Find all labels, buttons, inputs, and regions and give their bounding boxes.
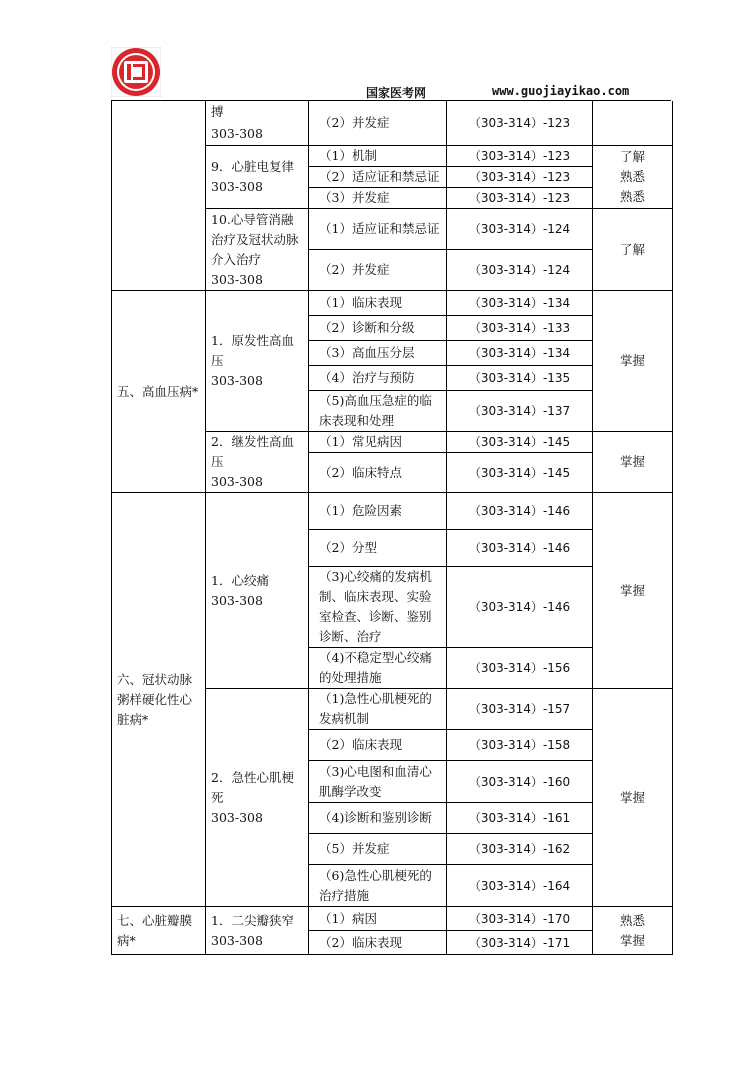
requirement-cell: 掌握 <box>593 432 673 493</box>
item-cell: （3)心电图和血清心肌酶学改变 <box>309 761 447 803</box>
page-cell: （303-314）-123 <box>447 188 593 209</box>
unit-cell: 1．原发性高血压 303-308 <box>206 291 309 432</box>
item-cell: （1)急性心肌梗死的发病机制 <box>309 689 447 730</box>
requirement-cell: 掌握 <box>593 493 673 689</box>
unit-cell: 1．二尖瓣狭窄 303-308 <box>206 907 309 955</box>
page-cell: （303-314）-162 <box>447 834 593 865</box>
page-cell: （303-314）-156 <box>447 648 593 689</box>
item-cell: （6)急性心肌梗死的治疗措施 <box>309 865 447 907</box>
logo-icon <box>111 47 161 97</box>
item-cell: （1）机制 <box>309 146 447 167</box>
page-cell: （303-314）-157 <box>447 689 593 730</box>
item-cell: （2）临床表现 <box>309 931 447 955</box>
chapter-cell: 七、心脏瓣膜病* <box>112 907 206 955</box>
syllabus-table <box>111 101 673 955</box>
table-row <box>112 291 673 316</box>
page-cell: （303-314）-123 <box>447 146 593 167</box>
item-cell: （3）并发症 <box>309 188 447 209</box>
item-cell: （2）并发症 <box>309 101 447 146</box>
item-cell: （4)诊断和鉴别诊断 <box>309 803 447 834</box>
page-cell: （303-314）-134 <box>447 341 593 366</box>
item-cell: （1）病因 <box>309 907 447 931</box>
page-cell: （303-314）-123 <box>447 167 593 188</box>
table-row <box>112 493 673 530</box>
item-cell: （1）适应证和禁忌证 <box>309 209 447 250</box>
item-cell: （2）并发症 <box>309 250 447 291</box>
item-cell: （4)不稳定型心绞痛的处理措施 <box>309 648 447 689</box>
requirement-cell: 掌握 <box>593 291 673 432</box>
chapter-cell: 六、冠状动脉粥样硬化性心脏病* <box>112 493 206 907</box>
page-cell: （303-314）-146 <box>447 493 593 530</box>
item-cell: （1）危险因素 <box>309 493 447 530</box>
item-cell: （2）临床特点 <box>309 453 447 493</box>
item-cell: （2）适应证和禁忌证 <box>309 167 447 188</box>
page-cell: （303-314）-145 <box>447 432 593 453</box>
page-cell: （303-314）-133 <box>447 316 593 341</box>
page-cell: （303-314）-134 <box>447 291 593 316</box>
unit-cell: 10.心导管消融治疗及冠状动脉介入治疗 303-308 <box>206 209 309 291</box>
unit-cell: 搏 303-308 <box>206 101 309 146</box>
page-cell: （303-314）-161 <box>447 803 593 834</box>
page-cell: （303-314）-137 <box>447 391 593 432</box>
item-cell: （1）常见病因 <box>309 432 447 453</box>
chapter-cell: 五、高血压病* <box>112 291 206 493</box>
item-cell: （5）并发症 <box>309 834 447 865</box>
page-cell: （303-314）-171 <box>447 931 593 955</box>
page-cell: （303-314）-124 <box>447 209 593 250</box>
unit-cell: 2．继发性高血压 303-308 <box>206 432 309 493</box>
requirement-cell <box>593 101 673 146</box>
table-row <box>112 907 673 931</box>
item-cell: （2）临床表现 <box>309 730 447 761</box>
unit-cell: 2．急性心肌梗死 303-308 <box>206 689 309 907</box>
item-cell: （5)高血压急症的临床表现和处理 <box>309 391 447 432</box>
page-cell: （303-314）-124 <box>447 250 593 291</box>
site-name: 国家医考网 <box>366 86 427 100</box>
item-cell: （2）诊断和分级 <box>309 316 447 341</box>
item-cell: （2）分型 <box>309 530 447 567</box>
item-cell: （3)心绞痛的发病机制、临床表现、实验室检查、诊断、鉴别诊断、治疗 <box>309 567 447 648</box>
page-cell: （303-314）-158 <box>447 730 593 761</box>
chapter-cell <box>112 101 206 291</box>
page-cell: （303-314）-146 <box>447 530 593 567</box>
page-cell: （303-314）-135 <box>447 366 593 391</box>
site-url[interactable]: www.guojiayikao.com <box>492 84 630 98</box>
page-cell: （303-314）-146 <box>447 567 593 648</box>
page-cell: （303-314）-170 <box>447 907 593 931</box>
item-cell: （1）临床表现 <box>309 291 447 316</box>
page-cell: （303-314）-145 <box>447 453 593 493</box>
page-cell: （303-314）-160 <box>447 761 593 803</box>
page-cell: （303-314）-164 <box>447 865 593 907</box>
requirement-cell: 熟悉 掌握 <box>593 907 673 955</box>
requirement-cell: 了解 <box>593 209 673 291</box>
requirement-cell: 了解 熟悉 熟悉 <box>593 146 673 209</box>
item-cell: （4）治疗与预防 <box>309 366 447 391</box>
page-cell: （303-314）-123 <box>447 101 593 146</box>
requirement-cell: 掌握 <box>593 689 673 907</box>
unit-cell: 9．心脏电复律 303-308 <box>206 146 309 209</box>
item-cell: （3）高血压分层 <box>309 341 447 366</box>
unit-cell: 1．心绞痛 303-308 <box>206 493 309 689</box>
table-row <box>112 101 673 146</box>
